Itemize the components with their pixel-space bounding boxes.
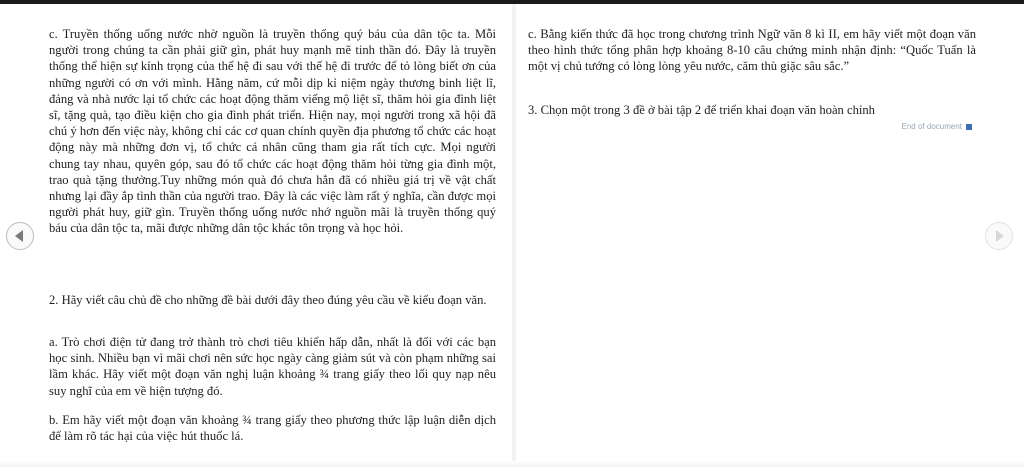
question-2: 2. Hãy viết câu chủ đề cho những đề bài dưới đây theo đúng yêu cầu về kiểu đoạn văn. [49,293,487,307]
end-of-document-marker [902,122,972,131]
end-of-document-label: End of document [901,122,962,131]
next-page-button[interactable] [985,222,1013,250]
bottom-edge [0,461,1024,467]
question-2b: b. Em hãy viết một đoạn văn khoảng ¾ trang giấy theo phương thức lập luận diễn dịch để làm rõ tác hại của việc hút thuốc lá. [49,413,496,444]
page-gutter [512,4,516,467]
question-3: 3. Chọn một trong 3 đề ở bài tập 2 để triển khai đoạn văn hoàn chỉnh [528,102,875,117]
document-page-right [520,4,978,467]
document-page-left [40,4,510,467]
question-2a: a. Trò chơi điện tử đang trở thành trò chơi tiêu khiển hấp dẫn, nhất là đối với các bạn học sinh. Nhiều bạn vì mãi chơi nên sức học ngày càng giảm sút và còn phạm những sai lầm khác. Hãy viết một đoạn văn nghị luận khoảng ¾ trang giấy theo lối quy nạp nêu suy nghĩ của em về hiện tượng đó. [49,335,496,398]
chevron-left-icon [15,230,23,242]
end-square-icon [966,124,972,130]
chevron-right-icon [996,230,1004,242]
paragraph-c-tradition: c. Truyền thống uống nước nhờ nguồn là truyền thống quý báu của dân tộc ta. Mỗi người trong chúng ta cần phải giữ gìn, phát huy mạnh mẽ tinh thần đó. Đây là truyền thống thể hiện sự kính trọng của thế hệ đi sau với thế hệ đi trước để tỏ lòng biết ơn của những người có ơn với mình. Hằng năm, cứ mỗi dịp kỉ niệm ngày thương binh liệt lĩ, đảng và nhà nước lại tổ chức các hoạt động thăm viếng mộ liệt sĩ, thăm hỏi gia đình liệt sĩ, tặng quà, tạo điều kiện cho gia đình phát triển. Hiện nay, mọi người trong xã hội đã chú ý hơn đến việc này, không chỉ các cơ quan chính quyền địa phương tổ chức các hoạt động này mà những đơn vị, tổ chức cá nhân cũng tham gia rất tích cực. Mọi người chung tay nhau, quyên góp, sau đó tổ chức các hoạt động thăm hỏi từng gia đình một, trao quà tặng thưởng.Tuy những món quà đó chưa hẳn đã có nhiều giá trị về vật chất nhưng lại đầy ắp tình thần của người trao. Đây là các việc làm rất ý nghĩa, cần được mọi người phát huy, giữ gìn. Truyền thống uống nước nhớ nguồn mãi là truyền thống quý báu của dân tộc ta, mãi được những dân tộc khác tôn trọng và học hỏi. [49,27,496,236]
paragraph-c-essay-prompt: c. Bằng kiến thức đã học trong chương trình Ngữ văn 8 kì II, em hãy viết một đoạn văn theo hình thức tổng phân hợp khoảng 8-10 câu chứng minh nhận định: “Quốc Tuấn là một vị chủ tướng có lòng lòng yêu nước, căm thù giặc sâu sắc.” [528,27,976,74]
previous-page-button[interactable] [6,222,34,250]
